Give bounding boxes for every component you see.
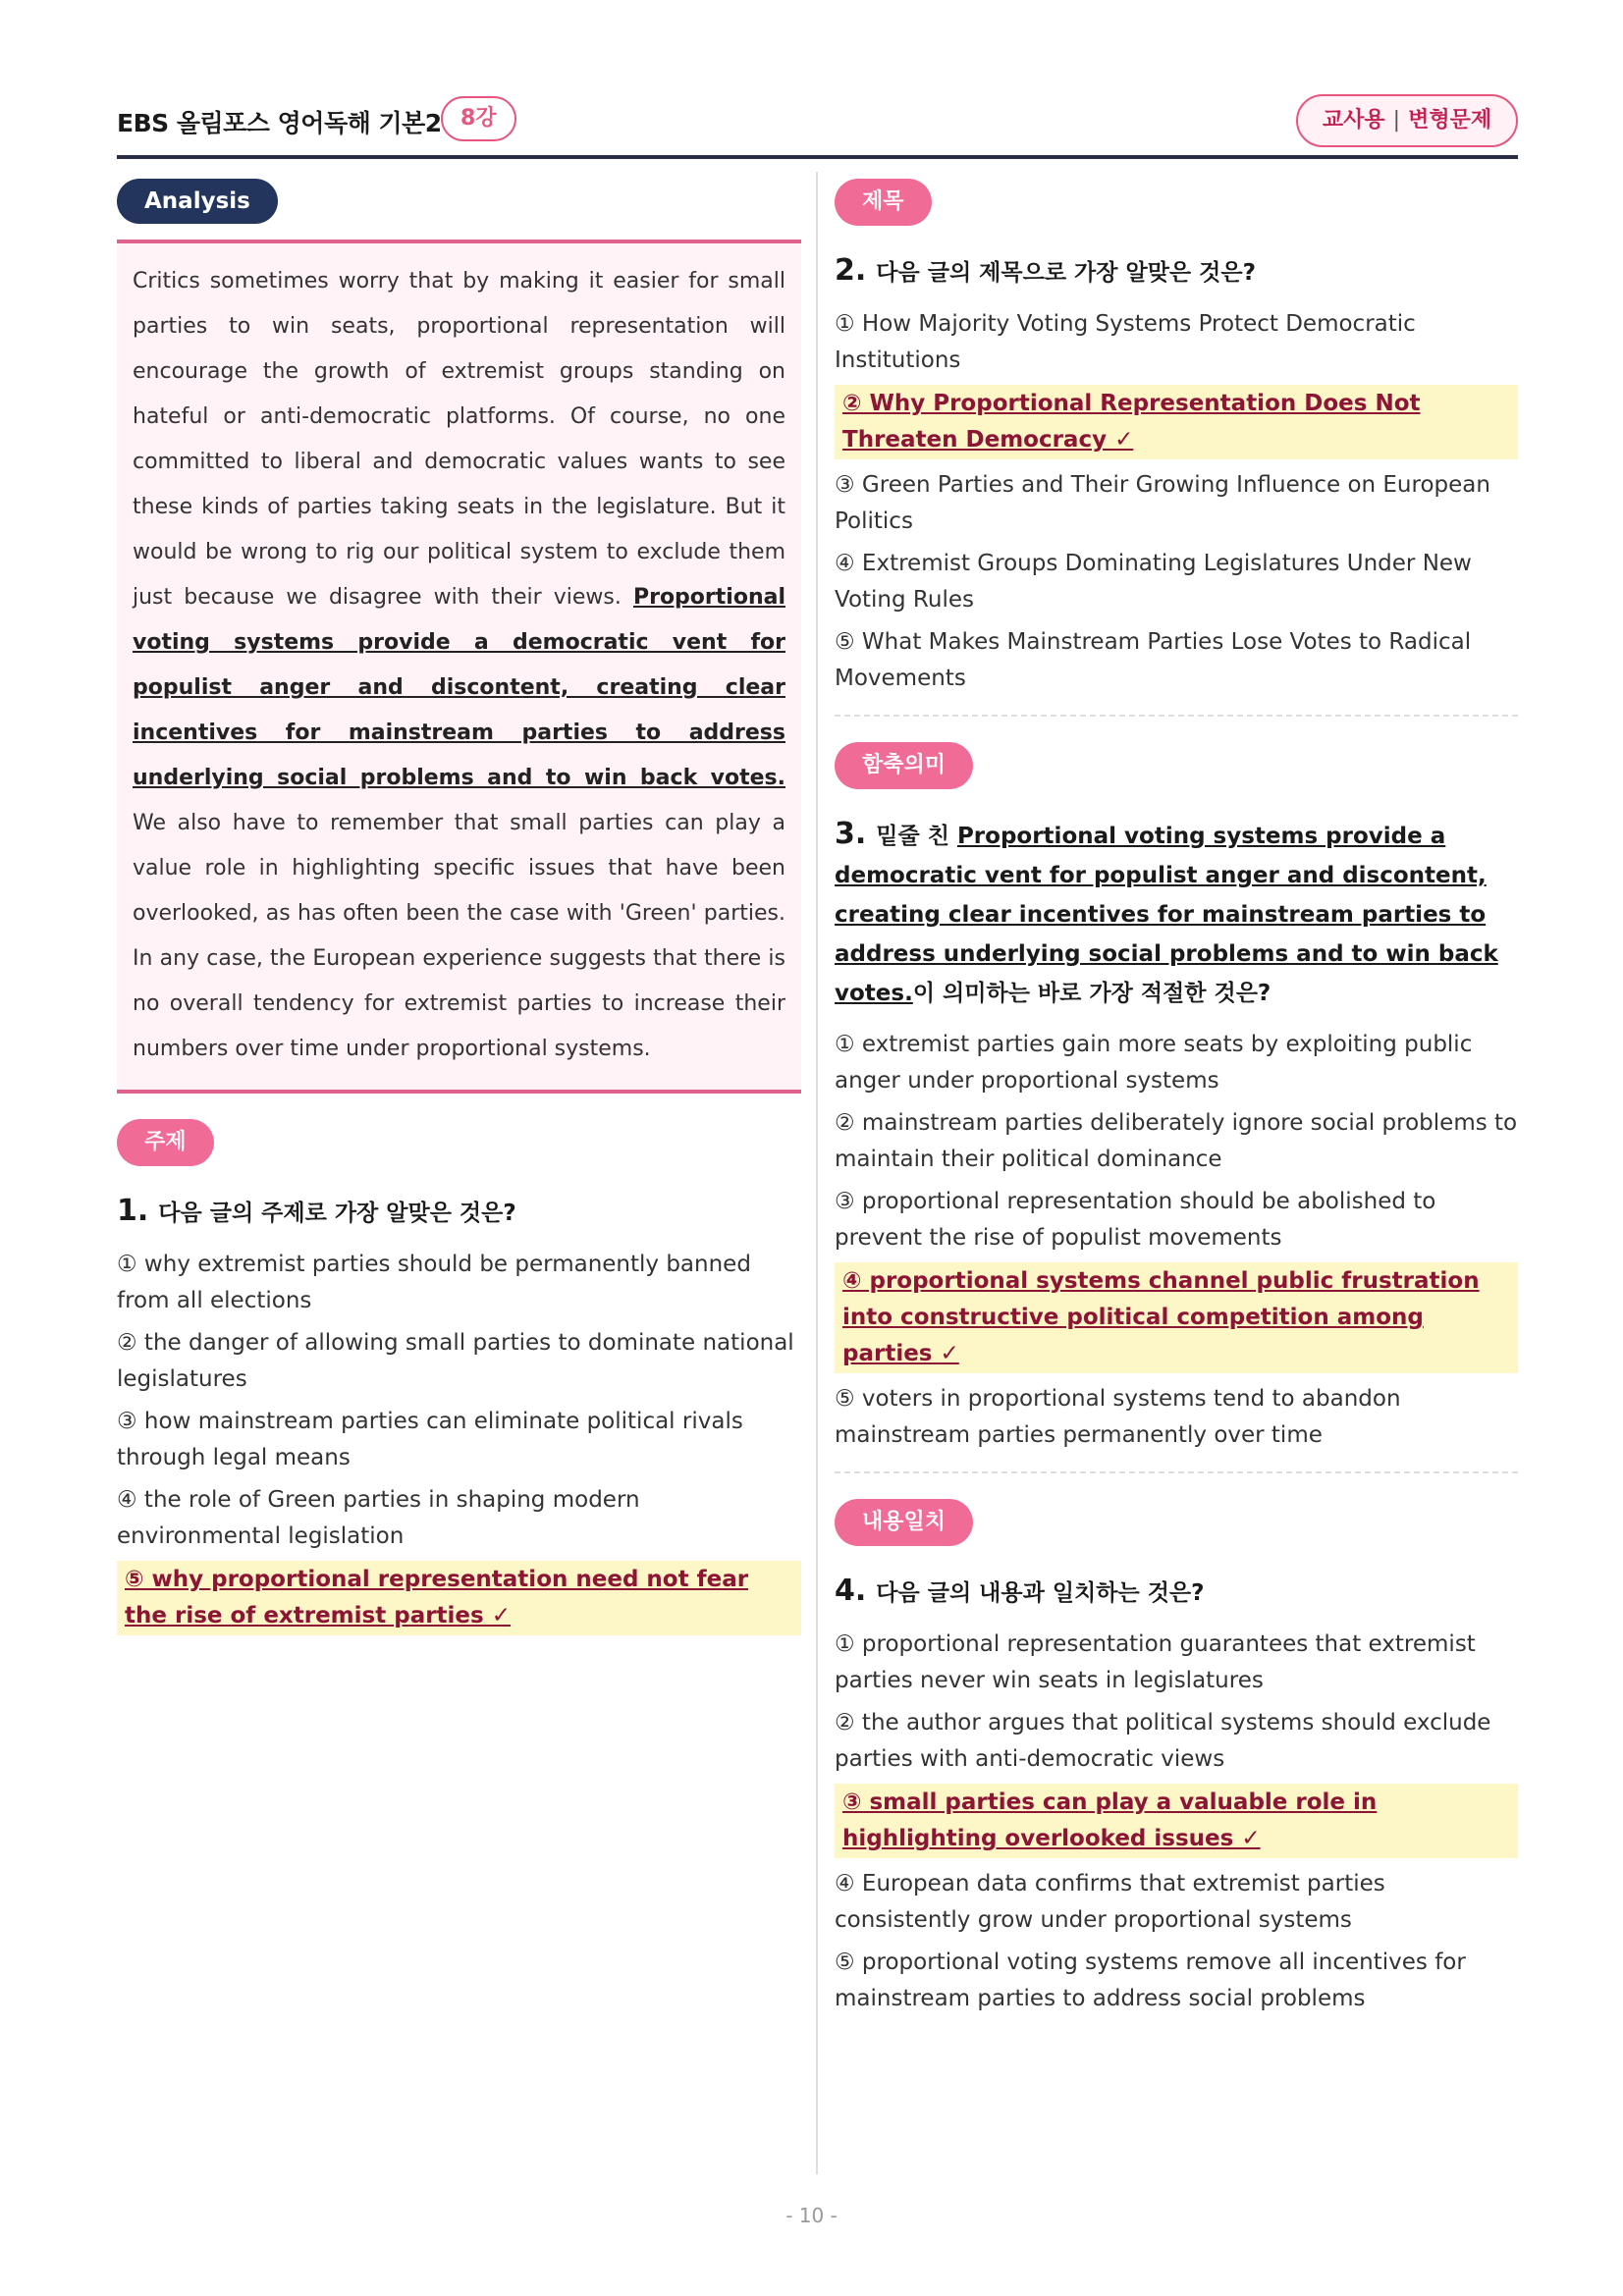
q1-option-3[interactable]: ③ how mainstream parties can eliminate political rivals through legal means (117, 1409, 743, 1470)
q3-option-1[interactable]: ① extremist parties gain more seats by exploiting public anger under proportional systems (835, 1032, 1473, 1094)
q3-option-2[interactable]: ② mainstream parties deliberately ignore social problems to maintain their political dominance (835, 1110, 1518, 1172)
right-column (835, 179, 1518, 2023)
column-divider (816, 172, 818, 2174)
q4-title (835, 1572, 1518, 1613)
q4-question: 다음 글의 내용과 일치하는 것은? (876, 1580, 1205, 1606)
audience-label: 교사용 (1322, 108, 1385, 133)
q1-option-4[interactable]: ④ the role of Green parties in shaping modern environmental legislation (117, 1487, 640, 1549)
q4-option-3-correct[interactable]: ③ small parties can play a valuable role in highlighting overlooked issues ✓ (835, 1784, 1518, 1858)
q2-option-5[interactable]: ⑤ What Makes Mainstream Parties Lose Votes to Radical Movements (835, 629, 1472, 691)
q3-question-prefix: 밑줄 친 (876, 824, 957, 849)
passage-after: We also have to remember that small parties can play a value role in highlighting specific issues that have been overlooked, as has often been the case with 'Green' parties. In any case, the European experience suggests that there is no overall tendency for extremist parties to increase their numbers over time under proportional systems. (133, 811, 785, 1061)
q4-option-5[interactable]: ⑤ proportional voting systems remove all incentives for mainstream parties to address social problems (835, 1949, 1466, 2011)
q2-tag: 제목 (835, 179, 932, 226)
q2-option-3[interactable]: ③ Green Parties and Their Growing Influence on European Politics (835, 472, 1490, 534)
q1-options (117, 1247, 801, 1635)
page-number: - 10 - (785, 2204, 838, 2227)
q3-title (835, 815, 1518, 1013)
q4-options (835, 1627, 1518, 2017)
q4-section (835, 1499, 1518, 2017)
passage-text (133, 259, 785, 1072)
section-divider (835, 715, 1518, 717)
page-header (117, 94, 1518, 159)
teacher-badge (1296, 94, 1518, 147)
q3-option-4-correct[interactable]: ④ proportional systems channel public frustration into constructive political competition among parties ✓ (835, 1262, 1518, 1373)
book-title: EBS 올림포스 영어독해 기본2 (117, 109, 442, 137)
q2-section (835, 179, 1518, 697)
q2-number: 2. (835, 253, 867, 288)
q2-option-2-correct[interactable]: ② Why Proportional Representation Does Not Threaten Democracy ✓ (835, 385, 1518, 459)
q3-number: 3. (835, 817, 867, 851)
section-divider (835, 1471, 1518, 1473)
q3-section (835, 742, 1518, 1454)
q3-tag: 함축의미 (835, 742, 973, 789)
q4-option-1[interactable]: ① proportional representation guarantees that extremist parties never win seats in legislatures (835, 1631, 1476, 1693)
q1-section (117, 1119, 801, 1635)
q2-options (835, 306, 1518, 697)
q3-option-3[interactable]: ③ proportional representation should be abolished to prevent the rise of populist movements (835, 1189, 1436, 1251)
header-rule (117, 155, 1518, 159)
q4-option-4[interactable]: ④ European data confirms that extremist parties consistently grow under proportional systems (835, 1871, 1385, 1933)
q4-tag: 내용일치 (835, 1499, 973, 1546)
passage-highlight: Proportional voting systems provide a democratic vent for populist anger and discontent, creating clear incentives for mainstream parties to address underlying social problems and to win back votes. (133, 585, 785, 790)
q1-tag: 주제 (117, 1119, 214, 1166)
q2-question: 다음 글의 제목으로 가장 알맞은 것은? (876, 260, 1256, 286)
q3-question-suffix: 이 의미하는 바로 가장 적절한 것은? (912, 981, 1271, 1006)
q4-number: 4. (835, 1574, 867, 1608)
q4-option-2[interactable]: ② the author argues that political systems should exclude parties with anti-democratic views (835, 1710, 1491, 1772)
lesson-badge: 8강 (441, 96, 516, 141)
q1-question: 다음 글의 주제로 가장 알맞은 것은? (158, 1201, 516, 1226)
q1-option-1[interactable]: ① why extremist parties should be permanently banned from all elections (117, 1252, 751, 1313)
q1-option-2[interactable]: ② the danger of allowing small parties to dominate national legislatures (117, 1330, 794, 1392)
q2-option-4[interactable]: ④ Extremist Groups Dominating Legislatures Under New Voting Rules (835, 551, 1472, 613)
passage-before: Critics sometimes worry that by making it easier for small parties to win seats, proportional representation will encourage the growth of extremist groups standing on hateful or anti-democratic platforms. Of course, no one committed to liberal and democratic values wants to see these kinds of parties taking seats in the legislature. But it would be wrong to rig our political system to exclude them just because we disagree with their views. (133, 269, 785, 610)
q1-number: 1. (117, 1194, 149, 1228)
type-label: 변형문제 (1408, 108, 1492, 133)
q2-option-1[interactable]: ① How Majority Voting Systems Protect Democratic Institutions (835, 311, 1416, 373)
q3-underlined-phrase: Proportional voting systems provide a democratic vent for populist anger and discontent, creating clear incentives for mainstream parties to address underlying social problems and to win back votes. (835, 824, 1498, 1006)
q3-option-5[interactable]: ⑤ voters in proportional systems tend to abandon mainstream parties permanently over time (835, 1386, 1401, 1448)
passage-box (117, 240, 801, 1094)
analysis-label: Analysis (117, 179, 278, 224)
q3-options (835, 1027, 1518, 1454)
q1-option-5-correct[interactable]: ⑤ why proportional representation need not fear the rise of extremist parties ✓ (117, 1561, 801, 1635)
q2-title (835, 251, 1518, 293)
badge-separator: | (1392, 108, 1401, 133)
q1-title (117, 1192, 801, 1233)
left-column (117, 179, 801, 1643)
